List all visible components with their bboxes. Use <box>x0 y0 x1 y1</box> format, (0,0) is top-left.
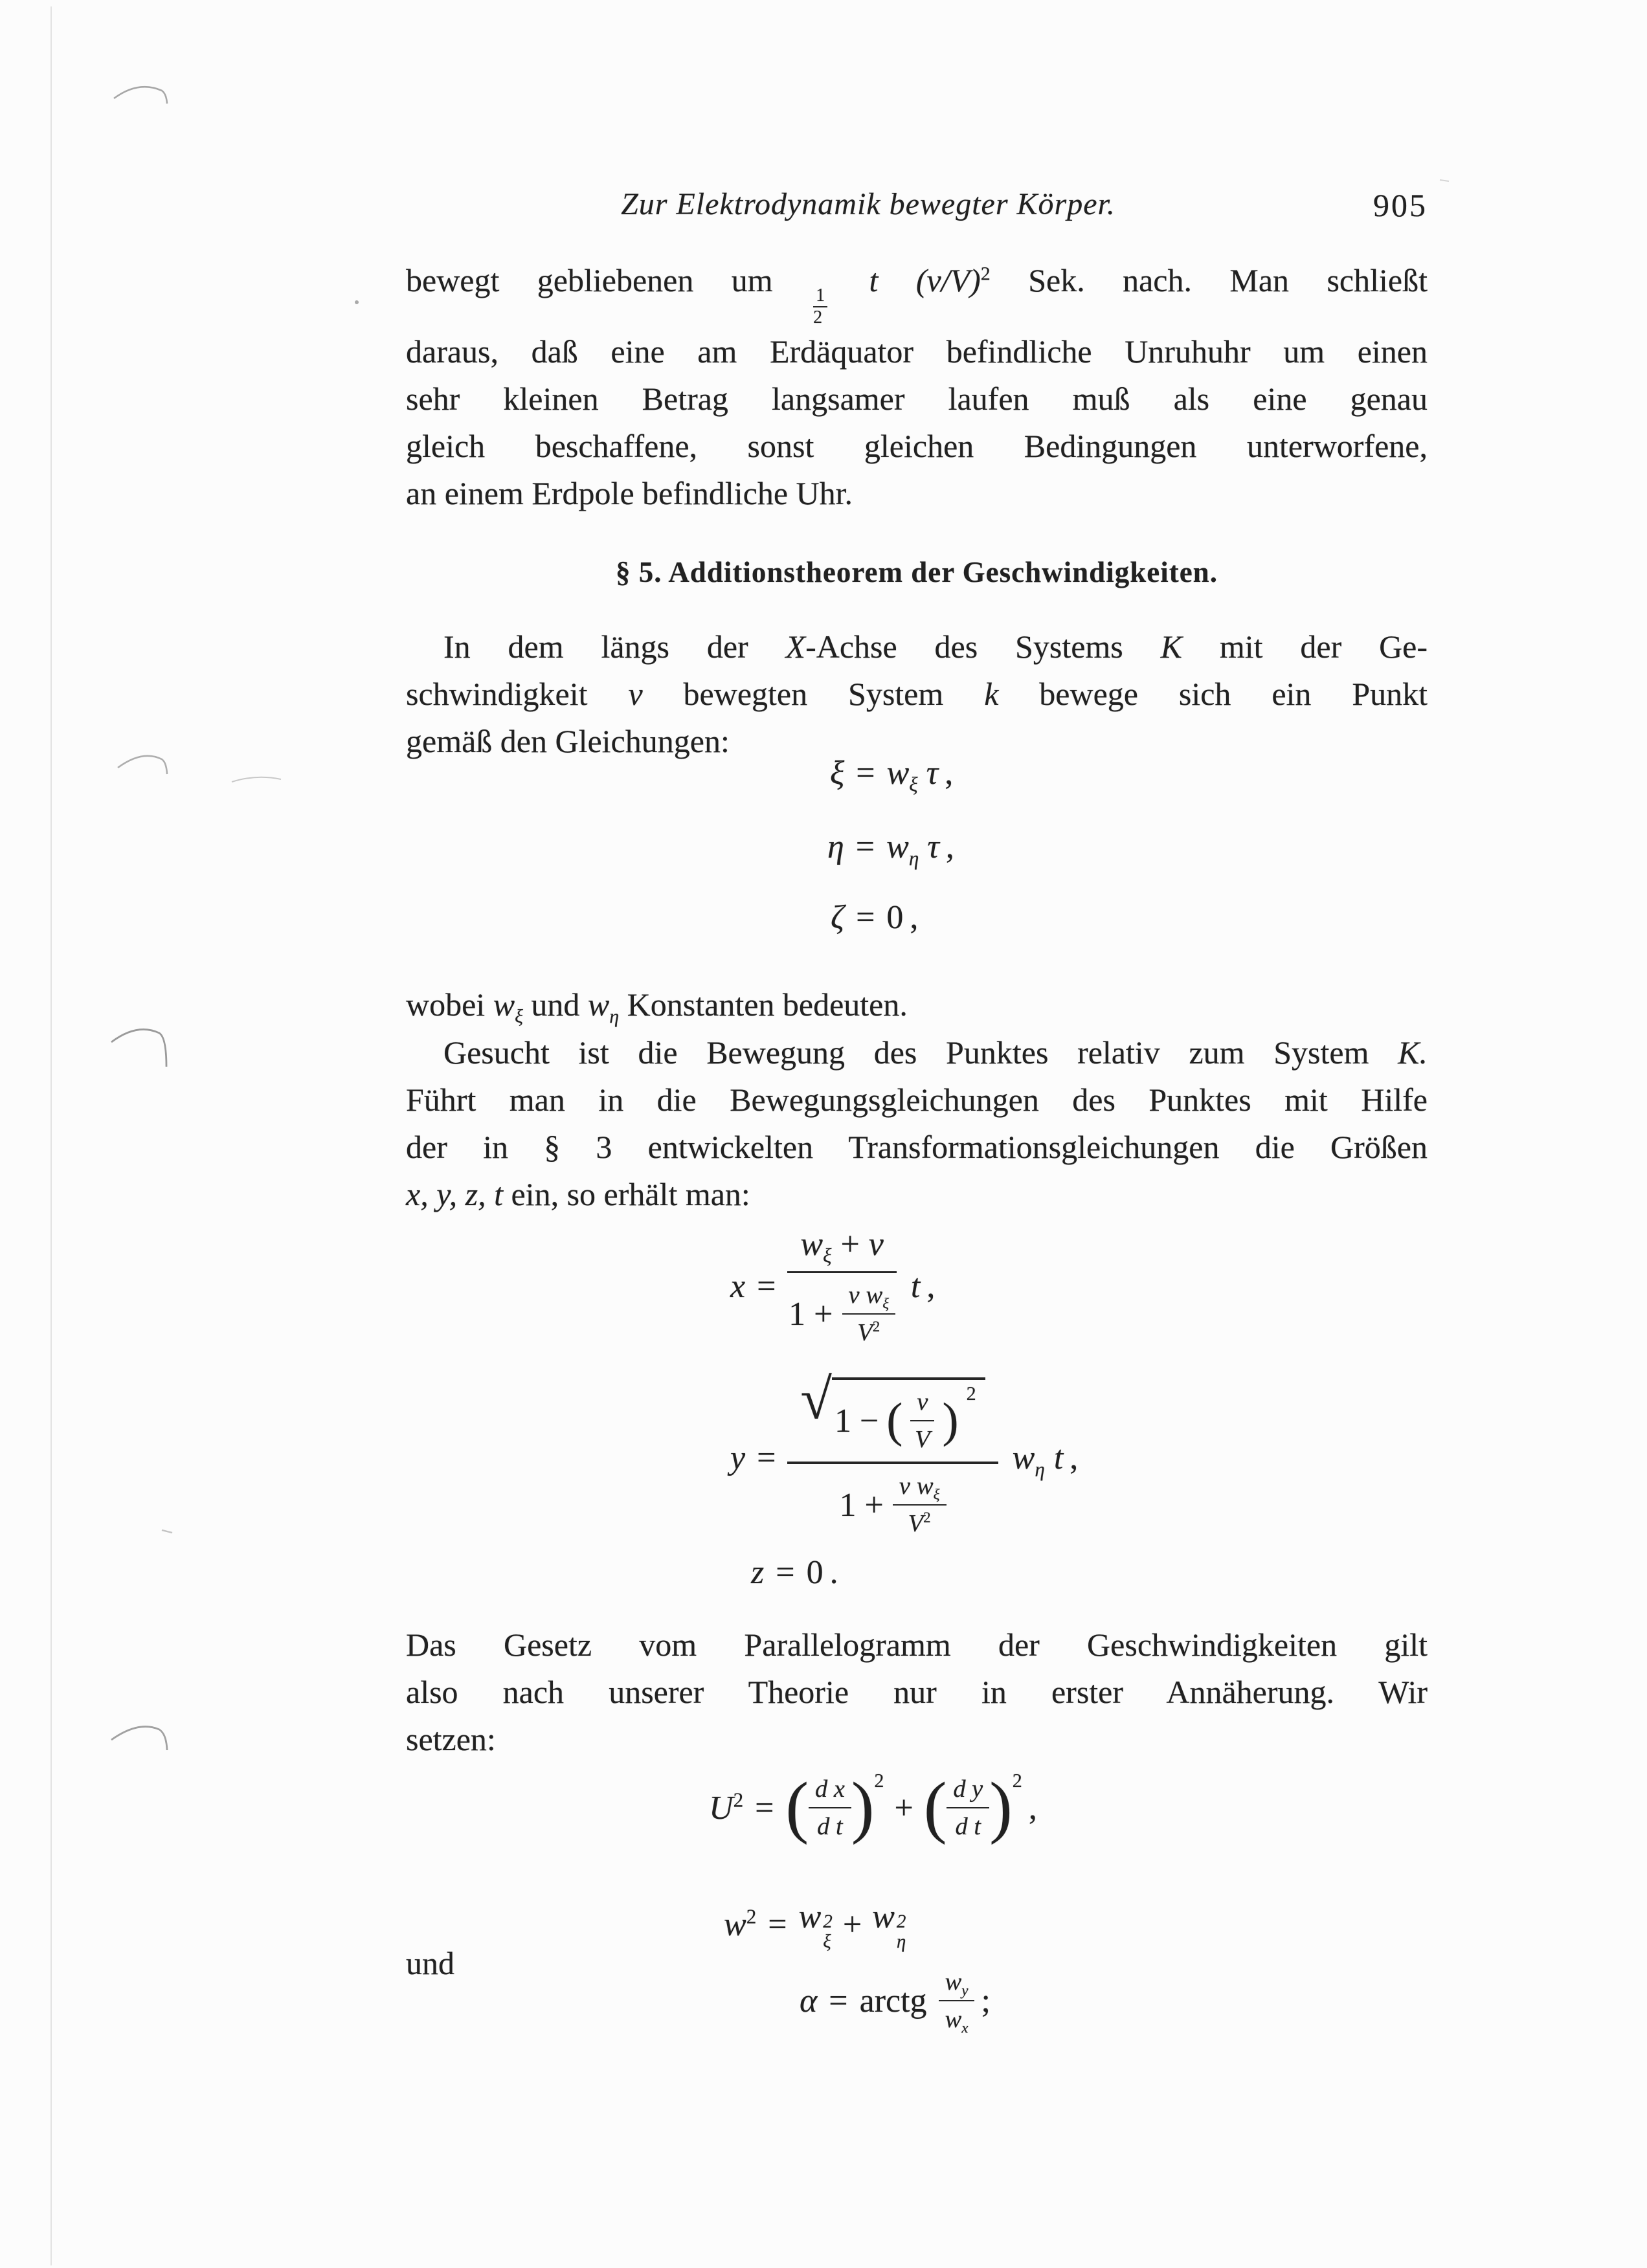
text-line: der in § 3 entwickelten Transformationsgleichungen die Größen <box>406 1129 1428 1165</box>
running-title: Zur Elektrodynamik bewegter Körper. <box>621 187 1115 221</box>
open-paren: ( <box>923 1769 947 1846</box>
math-var: w <box>886 828 909 865</box>
subscript: η <box>896 1931 906 1952</box>
math-var: w <box>866 1282 883 1309</box>
math-var: τ <box>927 828 939 865</box>
equation-U <box>709 1769 1037 1846</box>
equation-zeta <box>831 898 918 937</box>
math-var: ξ <box>830 755 845 792</box>
punctuation: , <box>926 1267 936 1305</box>
math-number: 0 <box>806 1554 824 1591</box>
text-run: schwindigkeit <box>406 676 588 712</box>
math-var: x <box>730 1267 746 1305</box>
equation-y <box>730 1368 1079 1538</box>
paragraph-intro <box>406 623 1428 765</box>
subscript: ξ <box>515 1006 523 1027</box>
equals-sign: = <box>755 1789 774 1827</box>
fraction-numerator <box>947 1775 989 1808</box>
fraction <box>809 1775 851 1841</box>
math-var: k <box>984 676 999 712</box>
fraction <box>787 1225 896 1347</box>
equation-x <box>730 1225 935 1347</box>
fraction-numerator <box>939 1968 975 2001</box>
math-run: d t <box>817 1813 843 1840</box>
equals-sign: = <box>856 899 875 936</box>
subscript: ξ <box>909 773 918 796</box>
math-var: v <box>917 1388 928 1416</box>
punctuation: . <box>829 1554 838 1591</box>
superscript: 2 <box>923 1509 931 1526</box>
math-var: V <box>908 1510 924 1537</box>
math-run: 1 + <box>789 1295 833 1333</box>
fraction-numerator <box>809 1775 851 1808</box>
math-var: w <box>798 1898 822 1935</box>
scan-speck <box>1440 180 1449 181</box>
text-line: Das Gesetz vom Parallelogramm der Geschwindigkeiten gilt <box>406 1627 1428 1663</box>
subscript: ξ <box>823 1244 832 1267</box>
subscript: η <box>908 847 919 870</box>
text-line: also nach unserer Theorie nur in erster Annäherung. Wir <box>406 1674 1428 1710</box>
math-var: w <box>945 2006 962 2033</box>
superscript: 2 <box>746 1905 757 1928</box>
plus-sign: + <box>840 1226 860 1263</box>
paragraph-wobei <box>406 981 1428 1028</box>
math-var: K. <box>1398 1034 1428 1071</box>
math-var: w <box>724 1906 746 1944</box>
scan-artifact-arc <box>118 756 167 774</box>
radical-sign: √ <box>800 1368 832 1431</box>
subscript: ξ <box>933 1485 940 1503</box>
equals-sign: = <box>855 828 875 865</box>
close-paren: ) <box>942 1394 959 1448</box>
superscript: 2 <box>823 1911 833 1932</box>
math-var: η <box>827 828 844 865</box>
scan-speck <box>355 300 359 304</box>
paragraph-gesucht <box>406 1029 1428 1218</box>
text-line: sehr kleinen Betrag langsamer laufen muß als eine genau <box>406 380 1428 417</box>
math-run <box>1012 1439 1045 1480</box>
text-run: wobei <box>406 986 486 1023</box>
math-run: 1 + <box>839 1486 884 1524</box>
math-run <box>872 1898 906 1951</box>
subscript: ξ <box>882 1295 890 1312</box>
math-run: d x <box>814 1775 845 1803</box>
equation-w <box>724 1898 906 1951</box>
math-var: τ <box>926 755 939 792</box>
subscript: ξ <box>823 1931 831 1952</box>
plus-sign: + <box>894 1789 913 1827</box>
punctuation: , <box>945 828 954 865</box>
math-var: t <box>910 1267 921 1305</box>
fraction-denominator <box>956 1808 981 1841</box>
text-line <box>406 1171 1428 1218</box>
punctuation: , <box>910 899 919 936</box>
math-var: K <box>1160 628 1182 665</box>
text-line <box>406 1029 1428 1076</box>
scan-artifact-arc <box>111 1029 166 1067</box>
math-run <box>709 1789 743 1827</box>
text-run: Sek. nach. Man schließt <box>1028 262 1428 298</box>
fraction <box>947 1775 989 1841</box>
text-line <box>406 671 1428 718</box>
equation-alpha <box>800 1968 991 2034</box>
section-heading: § 5. Additionstheorem der Geschwindigkeiten. <box>616 556 1218 588</box>
fraction-one-half: $\frac{1}{2}$ <box>813 286 827 328</box>
math-var: w <box>886 755 910 792</box>
scan-artifact-arc <box>114 87 167 104</box>
math-var: w <box>1012 1439 1035 1476</box>
superscript: 2 <box>966 1383 976 1405</box>
fraction <box>842 1281 896 1347</box>
text-run: mit der Ge- <box>1219 628 1428 665</box>
text-run: bewegten System <box>683 676 944 712</box>
equals-sign: = <box>776 1554 795 1591</box>
conjunction-und: und <box>406 1945 454 1981</box>
open-paren: ( <box>886 1394 903 1448</box>
scan-artifact-arc <box>111 1727 167 1750</box>
math-run <box>724 1906 756 1944</box>
text-line <box>406 981 1428 1028</box>
fraction-numerator <box>910 1388 934 1421</box>
text-line <box>406 257 1428 328</box>
math-run: d t <box>955 1813 981 1840</box>
text-run: Konstanten bedeuten. <box>627 986 908 1023</box>
fraction <box>910 1388 934 1454</box>
math-number: 0 <box>886 899 904 936</box>
superscript: 2 <box>1012 1770 1022 1792</box>
text-line: daraus, daß eine am Erdäquator befindliche Unruhuhr um einen <box>406 333 1428 370</box>
math-run: d y <box>953 1775 983 1803</box>
math-var: w <box>916 1473 934 1500</box>
fraction <box>787 1368 998 1538</box>
fraction-denominator <box>789 1273 895 1347</box>
fraction-denominator <box>908 1506 931 1538</box>
text-run: Gesucht ist die Bewegung des Punktes relativ zum System <box>443 1034 1369 1071</box>
math-run: 1 − <box>834 1402 879 1440</box>
text-line: an einem Erdpole befindliche Uhr. <box>406 474 853 511</box>
fraction-denominator <box>840 1464 947 1538</box>
math-var: V <box>915 1426 930 1453</box>
math-var: w <box>945 1968 962 1996</box>
math-run: t (v/V) <box>869 262 981 298</box>
subscript: η <box>609 1006 620 1027</box>
text-run: und <box>531 986 580 1023</box>
math-var: y <box>730 1439 746 1476</box>
math-var: α <box>800 1982 818 2019</box>
text-line: gemäß den Gleichungen: <box>406 723 730 759</box>
text-line <box>406 623 1428 671</box>
close-paren: ) <box>851 1769 875 1846</box>
math-var: v <box>848 1282 860 1309</box>
equals-sign: = <box>757 1267 776 1305</box>
math-var: V <box>857 1319 873 1346</box>
punctuation: ; <box>981 1982 991 2019</box>
superscript: 2 <box>874 1770 884 1792</box>
square-root <box>800 1368 985 1454</box>
scan-speck <box>162 1530 172 1533</box>
paragraph-clocks <box>406 257 1428 517</box>
text-line: setzen: <box>406 1721 496 1757</box>
fraction-numerator <box>787 1368 998 1464</box>
punctuation: , <box>1070 1439 1079 1476</box>
math-var: w <box>587 986 610 1023</box>
superscript: 2 <box>896 1911 906 1932</box>
math-run <box>799 1898 833 1951</box>
superscript: 2 <box>872 1318 880 1335</box>
fraction-denominator <box>945 2001 969 2034</box>
text-run: bewege sich ein Punkt <box>1039 676 1428 712</box>
math-var: t <box>1053 1439 1064 1476</box>
fraction-denominator <box>857 1315 880 1347</box>
fraction <box>939 1968 975 2034</box>
equals-sign: = <box>856 755 875 792</box>
math-run: x, y, z, t <box>406 1176 503 1212</box>
page-number: 905 <box>1373 187 1428 223</box>
paragraph-parallelogramm <box>406 1621 1428 1763</box>
plus-sign: + <box>842 1906 862 1944</box>
fraction-numerator <box>842 1281 896 1315</box>
scan-artifact-dash <box>232 777 281 782</box>
math-var: w <box>493 986 515 1023</box>
equation-z <box>751 1553 838 1592</box>
fraction <box>893 1472 947 1538</box>
math-var: w <box>800 1226 824 1263</box>
math-var: v <box>628 676 643 712</box>
punctuation: , <box>1028 1789 1037 1827</box>
text-line: Führt man in die Bewegungsgleichungen des Punktes mit Hilfe <box>406 1082 1428 1118</box>
close-paren: ) <box>989 1769 1013 1846</box>
superscript: 2 <box>980 263 991 285</box>
subscript: η <box>1035 1457 1045 1480</box>
subscript: x <box>961 2019 969 2036</box>
radicand <box>832 1377 985 1454</box>
text-run: In dem längs der <box>443 628 748 665</box>
math-var: ζ <box>831 899 845 936</box>
equals-sign: = <box>768 1906 787 1944</box>
fraction-denominator <box>915 1421 930 1454</box>
math-var: X <box>785 628 806 665</box>
punctuation: , <box>945 755 954 792</box>
page-header <box>406 186 1428 232</box>
math-var: z <box>751 1554 765 1591</box>
math-var: U <box>709 1789 734 1827</box>
text-run: -Achse des Systems <box>805 628 1123 665</box>
equation-xi <box>830 754 954 796</box>
open-paren: ( <box>785 1769 809 1846</box>
equation-eta <box>827 828 954 870</box>
fraction-numerator <box>893 1472 947 1506</box>
text-line: gleich beschaffene, sonst gleichen Bedingungen unterworfene, <box>406 427 1428 464</box>
superscript: 2 <box>733 1788 744 1812</box>
math-var: v <box>868 1226 884 1263</box>
function-name: arctg <box>859 1982 927 2019</box>
fraction-denominator <box>817 1808 843 1841</box>
text-run: ein, so erhält man: <box>511 1176 750 1212</box>
equals-sign: = <box>829 1982 848 2019</box>
math-var: v <box>899 1473 910 1500</box>
text-run: bewegt gebliebenen um <box>406 262 773 298</box>
subscript: y <box>961 1981 969 1999</box>
math-var: w <box>872 1898 895 1935</box>
fraction-numerator <box>787 1225 896 1273</box>
equals-sign: = <box>757 1439 776 1476</box>
